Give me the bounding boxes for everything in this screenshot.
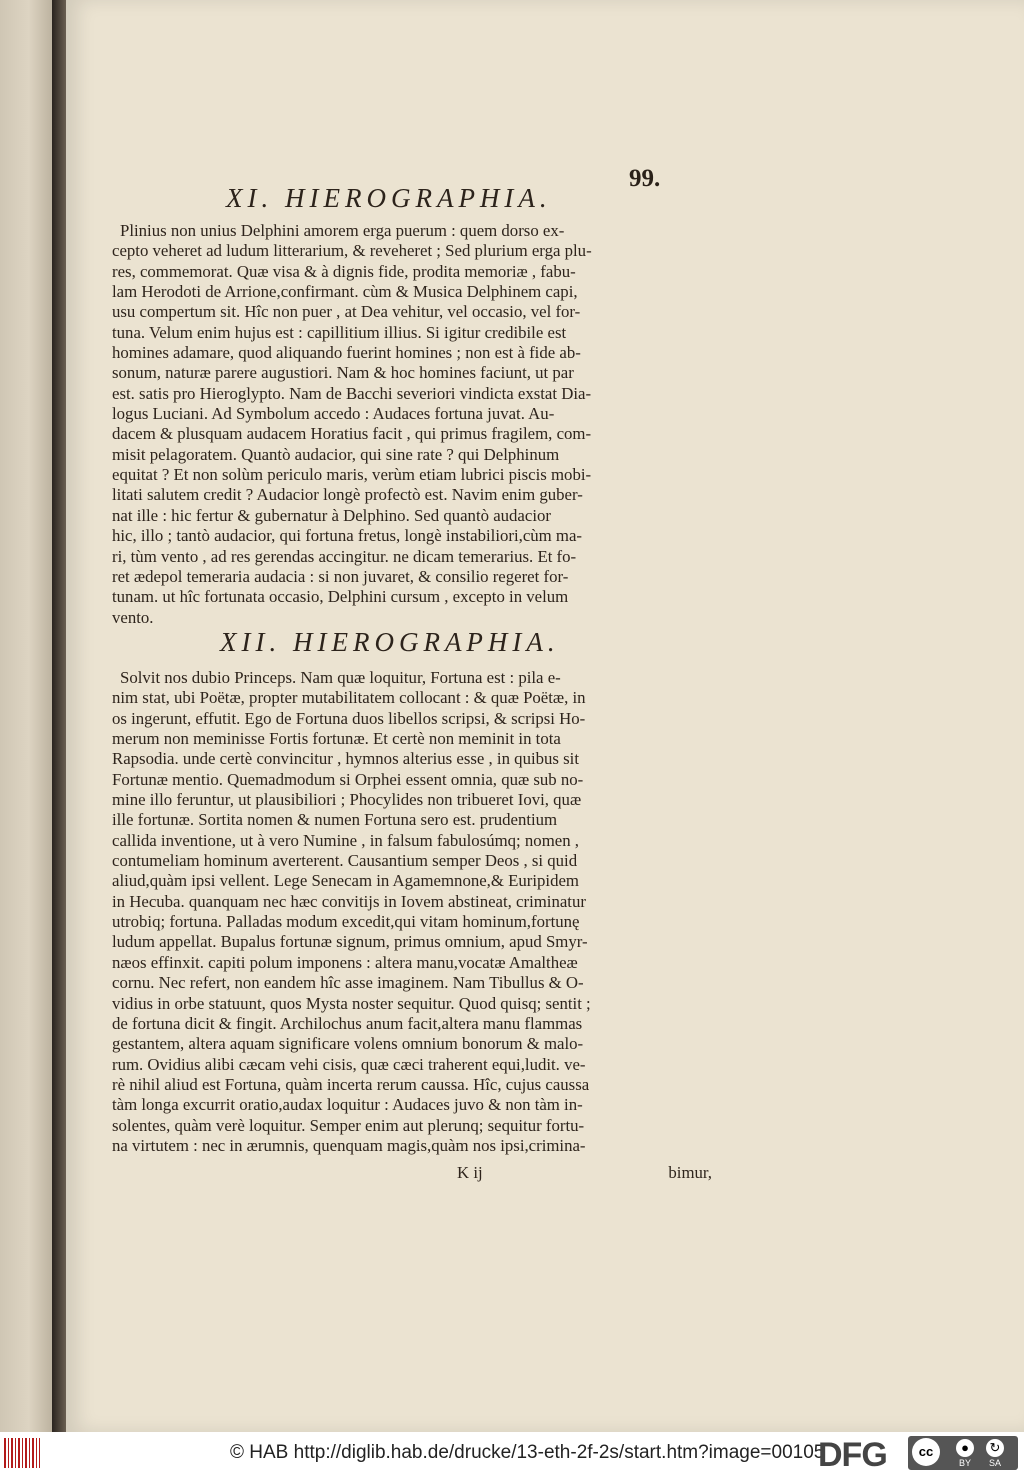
text-line: nim stat, ubi Poëtæ, propter mutabilitatem collocant : & quæ Poëtæ, in [112,688,586,708]
text-line: res, commemorat. Quæ visa & à dignis fide, prodita memoriæ , fabu- [112,261,576,281]
text-line: rum. Ovidius alibi cæcam vehi cisis, quæ cæci traherent equi,ludit. ve- [112,1054,586,1074]
text-line: vidius in orbe statuunt, quos Mysta noster sequitur. Quod quisq; sentit ; [112,993,591,1013]
text-line: callida inventione, ut à vero Numine , in falsum fabulosúmq; nomen , [112,830,579,850]
text-line: mine illo feruntur, ut plausibiliori ; Phocylides non tribueret Iovi, quæ [112,790,582,810]
cc-by-label: BY [958,1458,971,1468]
text-line: equitat ? Et non solùm periculo maris, verùm etiam lubrici piscis mobi- [112,465,592,485]
text-line: Solvit nos dubio Princeps. Nam quæ loquitur, Fortuna est : pila e- [120,668,561,687]
text-line: hic, illo ; tantò audacior, qui fortuna fretus, longè instabiliori,cùm ma- [112,526,583,546]
section-text-xi [112,221,712,628]
cc-icon: cc [912,1438,940,1466]
text-line: misit pelagoratem. Quantò audacior, qui sine rate ? qui Delphinum [112,444,560,464]
text-line: gestantem, altera aquam significare volens omnium bonorum & malo- [112,1034,584,1054]
text-line: dacem & plusquam audacem Horatius facit , qui primus fragilem, com- [112,424,592,444]
text-line: logus Luciani. Ad Symbolum accedo : Audaces fortuna juvat. Au- [112,404,555,424]
person-icon: ● [956,1439,974,1457]
text-line: Fortunæ mentio. Quemadmodum si Orphei essent omnia, quæ sub no- [112,769,584,789]
catchword: bimur, [668,1163,712,1182]
dfg-logo: DFG [818,1436,887,1474]
text-line: contumeliam hominum averterent. Causantium semper Deos , si quid [112,851,578,871]
text-line: Plinius non unius Delphini amorem erga puerum : quem dorso ex- [120,221,565,240]
text-line: de fortuna dicit & fingit. Archilochus anum facit,altera manu flammas [112,1013,583,1033]
adjacent-page-edge [0,0,52,1432]
text-line: utrobiq; fortuna. Palladas modum excedit,qui vitam hominum,fortunę [112,912,580,932]
text-line: næos effinxit. capiti polum imponens : altera manu,vocatæ Amaltheæ [112,952,578,972]
text-line: ret ædepol temeraria audacia : si non juvaret, & consilio regeret for- [112,566,569,586]
book-page [66,0,1024,1432]
viewer-footer [0,1432,1024,1475]
text-line: na virtutem : nec in ærumnis, quenquam magis,quàm nos ipsi,crimina- [112,1135,586,1155]
text-line: tàm longa excurrit oratio,audax loquitur : Audaces juvo & non tàm in- [112,1095,583,1115]
text-line: lam Herodoti de Arrione,confirmant. cùm & Musica Delphinem capi, [112,282,578,302]
text-line: ludum appellat. Bupalus fortunæ signum, primus omnium, apud Smyr- [112,932,588,952]
section-heading-xi: XI. HIEROGRAPHIA. [226,183,552,213]
text-line: in Hecuba. quanquam nec hæc convitijs in Iovem abstineat, criminatur [112,891,586,911]
barcode-icon [4,1438,40,1468]
binding-shadow [52,0,66,1432]
text-line: cepto veheret ad ludum litterarium, & reveheret ; Sed plurium erga plu- [112,241,592,261]
text-line: sonum, naturæ parere augustiori. Nam & hoc homines faciunt, ut par [112,363,574,383]
cc-sa-label: SA [988,1458,1001,1468]
text-line: merum non meminisse Fortis fortunæ. Et certè non meminit in tota [112,729,561,749]
text-line: nat ille : hic fertur & gubernatur à Delphino. Sed quantò audacior [112,505,551,525]
text-line: est. satis pro Hieroglypto. Nam de Bacchi severiori vindicta exstat Dia- [112,383,592,403]
section-text-xii [112,668,712,1156]
text-line: cornu. Nec refert, non eandem hîc asse imaginem. Nam Tibullus & O- [112,973,584,993]
signature-mark: K ij [457,1163,483,1182]
text-line: solentes, quàm verè loquitur. Semper enim aut plerunq; sequitur fortu- [112,1115,585,1135]
text-line: Rapsodia. unde certè convincitur , hymnos alterius esse , in quibus sit [112,749,579,769]
cc-license-badge[interactable] [908,1436,1018,1470]
text-line: vento. [112,607,154,627]
text-line: ille fortunæ. Sortita nomen & numen Fortuna sero est. prudentium [112,810,558,830]
text-line: tuna. Velum enim hujus est : capillitium illius. Si igitur credibile est [112,322,567,342]
text-line: homines adamare, quod aliquando fuerint homines ; non est à fide ab- [112,343,581,363]
text-line: aliud,quàm ipsi vellent. Lege Senecam in Agamemnone,& Euripidem [112,871,579,891]
text-line: rè nihil aliud est Fortuna, quàm incerta rerum caussa. Hîc, cujus caussa [112,1074,590,1094]
text-line: usu compertum sit. Hîc non puer , at Dea vehitur, vel occasio, vel for- [112,302,581,322]
text-line: tunam. ut hîc fortunata occasio, Delphini cursum , excepto in velum [112,587,569,607]
text-line: os ingerunt, effutit. Ego de Fortuna duos libellos scripsi, & scripsi Ho- [112,708,586,728]
copyright-credit[interactable]: © HAB http://diglib.hab.de/drucke/13-eth-2f-2s/start.htm?image=00105 [230,1442,825,1463]
share-alike-icon: ↻ [986,1439,1004,1457]
text-line: ri, tùm vento , ad res gerendas accingitur. ne dicam temerarius. Et fo- [112,546,577,566]
text-line: litati salutem credit ? Audacior longè profectò est. Navim enim guber- [112,485,583,505]
page-number: 99. [629,165,661,192]
section-heading-xii: XII. HIEROGRAPHIA. [220,627,560,657]
